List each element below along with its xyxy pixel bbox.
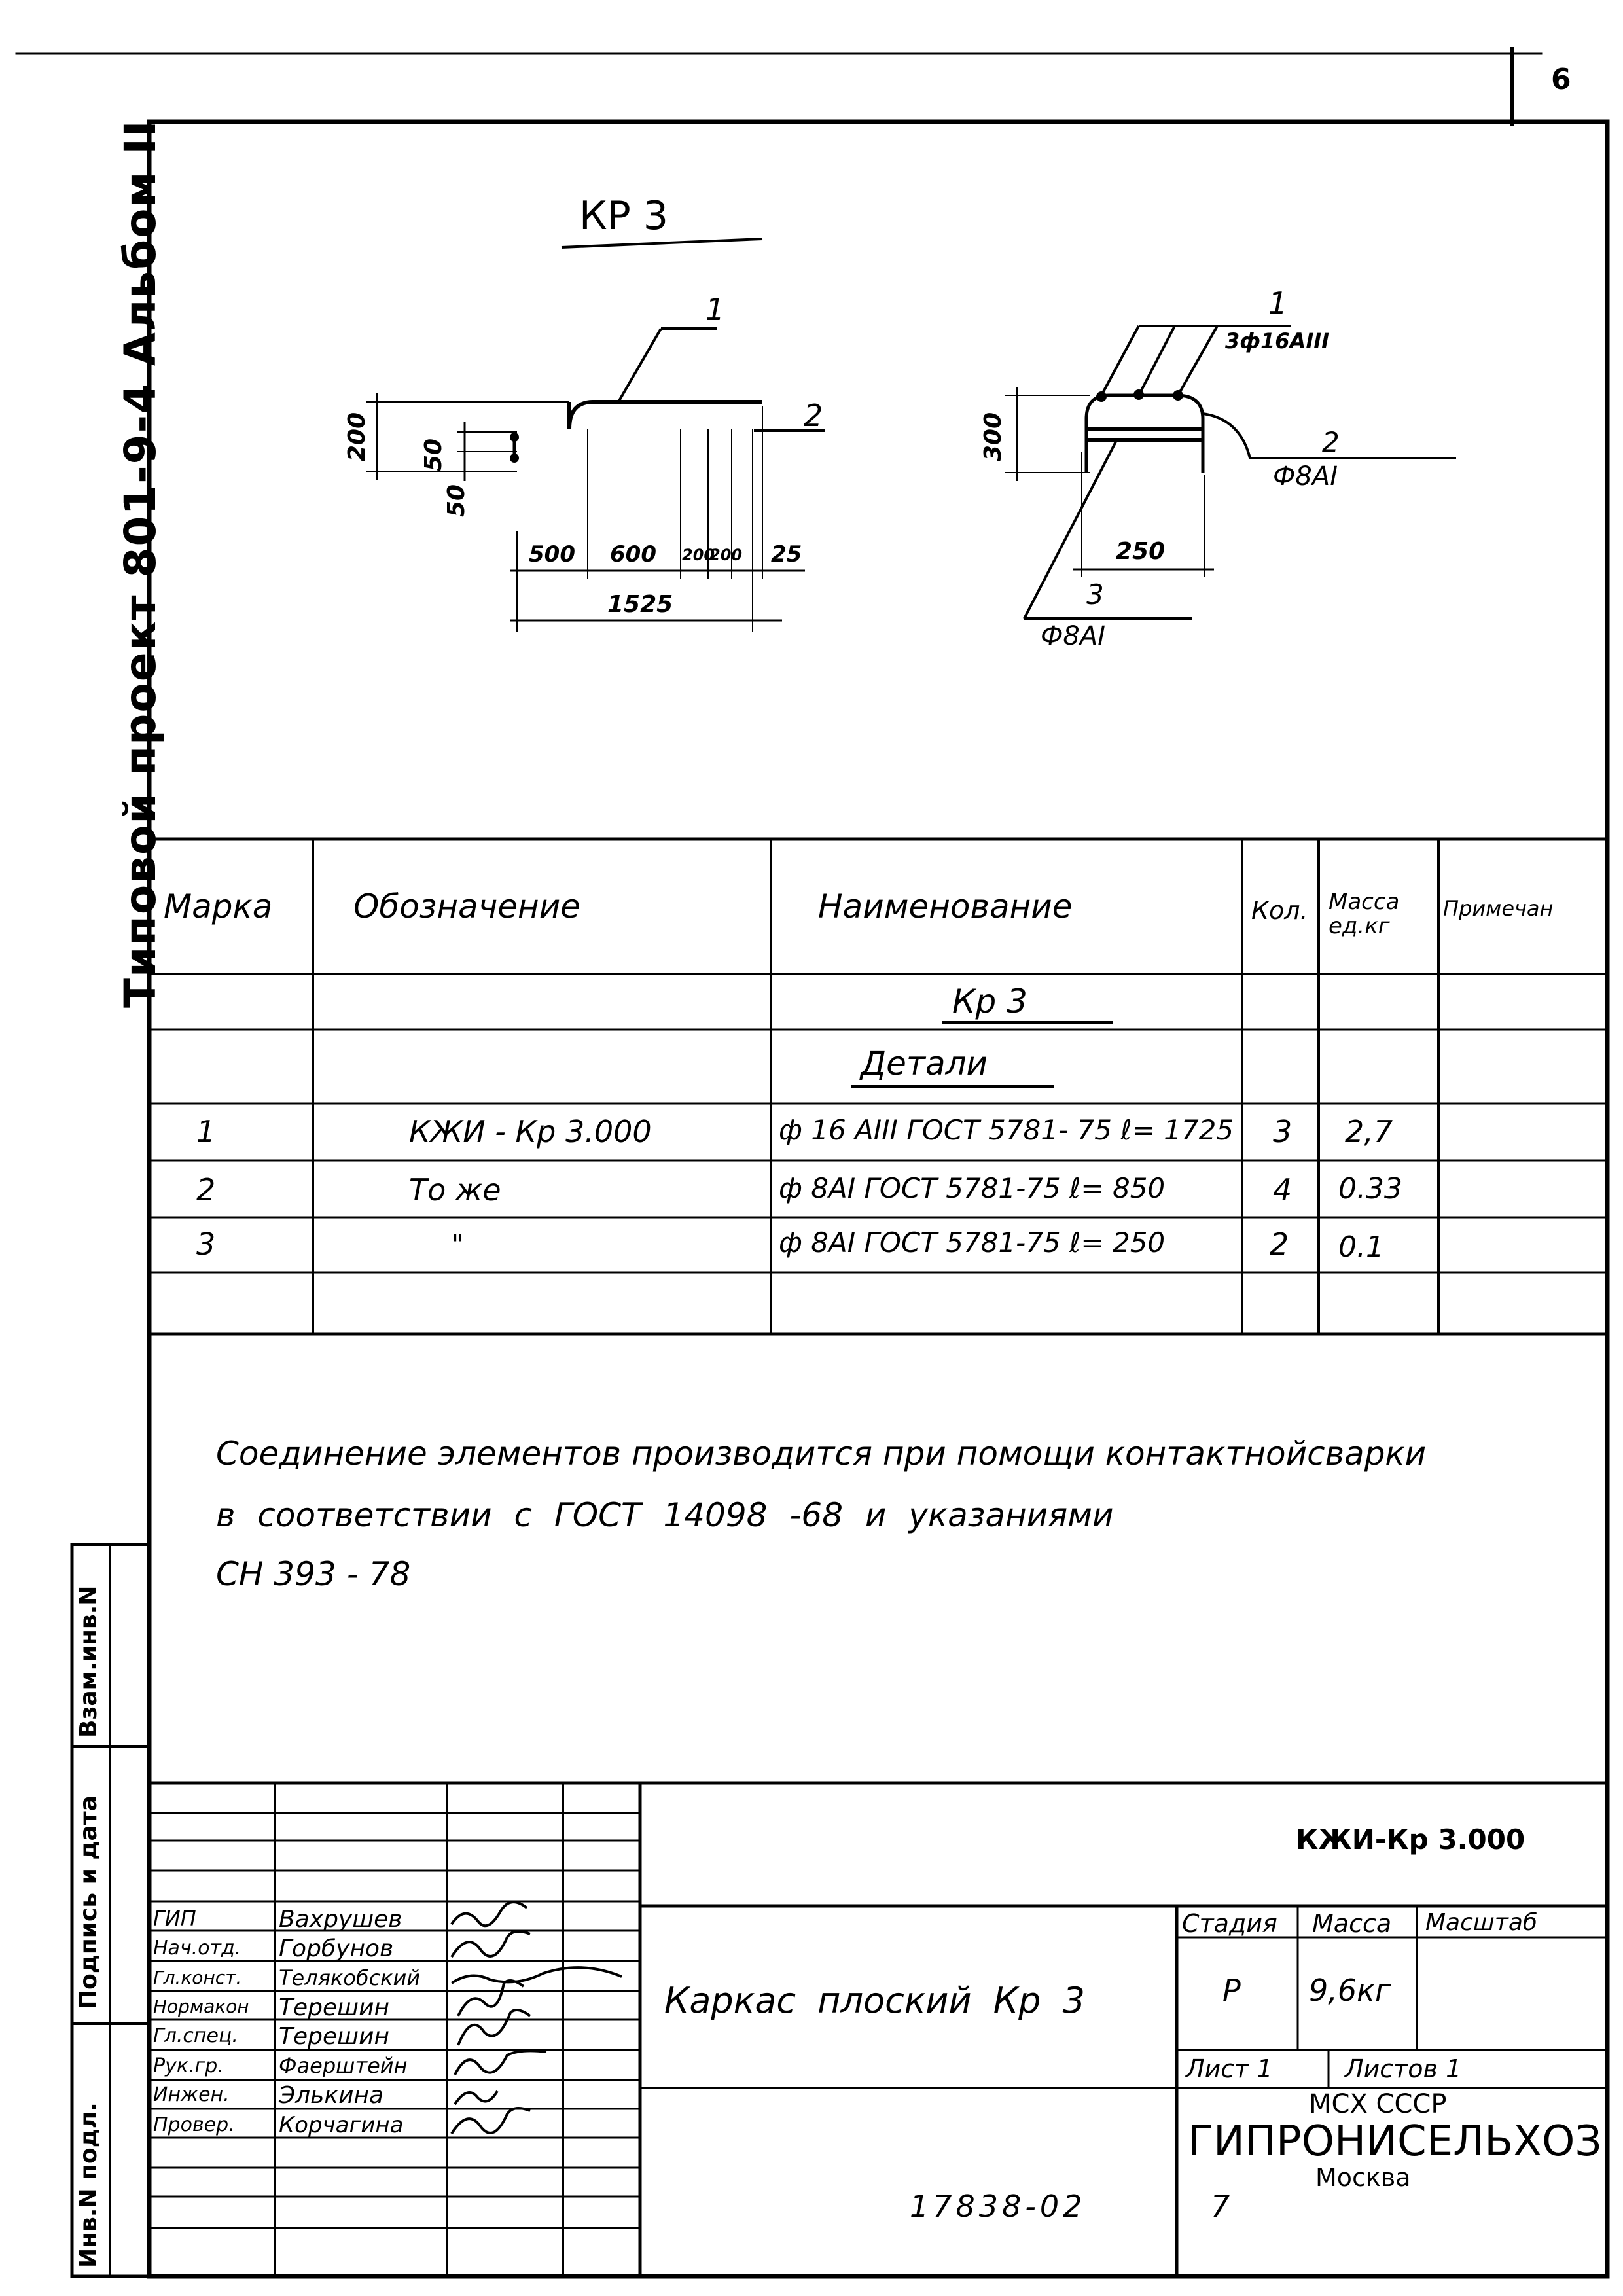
row3-designation: " (452, 1230, 464, 1260)
signatures (452, 1902, 622, 2134)
header-mark: Марка (164, 888, 273, 925)
left-callout-1: 1 (705, 292, 725, 327)
row1-qty: 3 (1273, 1114, 1293, 1149)
row2-name: ф 8АI ГОСТ 5781-75 ℓ= 850 (779, 1172, 1166, 1204)
row2-mark: 2 (196, 1172, 216, 1208)
right-callout-3: 3 (1086, 579, 1104, 611)
drawing-title: КР 3 (579, 193, 669, 239)
sheets-count: Листов 1 (1345, 2054, 1462, 2083)
side-title: Типовой проект 801-9-4 Альбом II (115, 119, 166, 1008)
row1-mass: 2,7 (1345, 1114, 1393, 1149)
right-callout-1: 1 (1268, 285, 1288, 321)
row1-mark: 1 (196, 1114, 216, 1149)
role-6: Инжен. (153, 2083, 230, 2106)
left-dim-200: 200 (344, 412, 370, 461)
right-callout-2: 2 (1322, 426, 1340, 458)
role-4: Гл.спец. (153, 2024, 238, 2047)
role-0: ГИП (153, 1906, 196, 1931)
right-callout-2-spec: Ф8АI (1273, 461, 1338, 492)
org-city: Москва (1315, 2163, 1411, 2192)
name-3: Терешин (279, 1994, 390, 2021)
role-5: Рук.гр. (153, 2054, 224, 2077)
row3-mass: 0.1 (1338, 1230, 1384, 1264)
left-dim-1525: 1525 (607, 591, 673, 618)
left-callout-2: 2 (804, 398, 823, 433)
right-callout-1-spec: 3ф16АIII (1225, 329, 1330, 353)
section-title: Кр 3 (952, 982, 1027, 1020)
row2-qty: 4 (1273, 1172, 1293, 1208)
name-2: Телякобский (279, 1965, 421, 1990)
name-6: Элькина (279, 2082, 384, 2109)
sheet-number: Лист 1 (1186, 2054, 1273, 2083)
role-2: Гл.конст. (153, 1967, 242, 1988)
left-dim-600: 600 (610, 541, 656, 567)
right-dim-300: 300 (980, 412, 1007, 461)
left-dim-200c: 200 (709, 546, 743, 564)
footer-page: 7 (1211, 2189, 1230, 2224)
stage-label: Стадия (1182, 1909, 1277, 1938)
org-ministry: МСХ СССР (1309, 2089, 1447, 2119)
mass-label: Масса (1312, 1909, 1392, 1938)
stamp-inv-podl: Инв.N подл. (75, 2102, 102, 2268)
order-number: 17838-02 (910, 2189, 1086, 2224)
header-name: Наименование (818, 888, 1073, 925)
row1-designation: КЖИ - Кр 3.000 (409, 1114, 652, 1149)
role-1: Нач.отд. (153, 1937, 241, 1960)
name-5: Фаерштейн (279, 2053, 408, 2078)
name-7: Корчагина (279, 2112, 404, 2138)
right-callout-3-spec: Ф8АI (1041, 621, 1106, 651)
row3-mark: 3 (196, 1227, 216, 1262)
row3-name: ф 8АI ГОСТ 5781-75 ℓ= 250 (779, 1227, 1166, 1259)
stamp-vzam: Взам.инв.N (75, 1585, 102, 1738)
left-dim-500: 500 (529, 541, 575, 567)
left-dim-25: 25 (771, 541, 802, 567)
header-note: Примечан (1443, 896, 1554, 921)
stage-value: Р (1222, 1973, 1241, 2008)
left-dim-50b: 50 (443, 484, 470, 517)
header-designation: Обозначение (353, 888, 580, 925)
header-mass: Масса ед.кг (1329, 889, 1400, 940)
org-name: ГИПРОНИСЕЛЬХОЗ (1188, 2117, 1602, 2166)
mass-value: 9,6кг (1309, 1973, 1391, 2008)
row2-designation: То же (409, 1172, 501, 1208)
note-line-1: Соединение элементов производится при помощи контактнойсварки (216, 1435, 1427, 1473)
scale-label: Масштаб (1425, 1909, 1538, 1936)
row3-qty: 2 (1270, 1227, 1289, 1262)
section-subtitle: Детали (861, 1045, 988, 1083)
name-4: Терешин (279, 2023, 390, 2050)
note-line-2: в соответствии с ГОСТ 14098 -68 и указаниями (216, 1496, 1114, 1534)
stamp-podpis: Подпись и дата (75, 1795, 102, 2009)
doc-code: КЖИ-Кр 3.000 (1296, 1823, 1525, 1856)
name-1: Горбунов (279, 1935, 394, 1962)
role-7: Провер. (153, 2113, 235, 2136)
name-0: Вахрушев (279, 1906, 402, 1933)
sheet-title: Каркас плоский Кр 3 (664, 1980, 1085, 2021)
page-number: 6 (1551, 63, 1571, 96)
note-line-3: СН 393 - 78 (216, 1555, 411, 1593)
left-dim-50a: 50 (420, 438, 447, 471)
role-3: Нормакон (153, 1996, 249, 2017)
right-dim-250: 250 (1116, 538, 1166, 565)
row1-name: ф 16 АIII ГОСТ 5781- 75 ℓ= 1725 (779, 1114, 1234, 1146)
left-dim-200b: 200 (682, 546, 715, 564)
header-qty: Кол. (1251, 896, 1308, 925)
row2-mass: 0.33 (1338, 1172, 1402, 1206)
